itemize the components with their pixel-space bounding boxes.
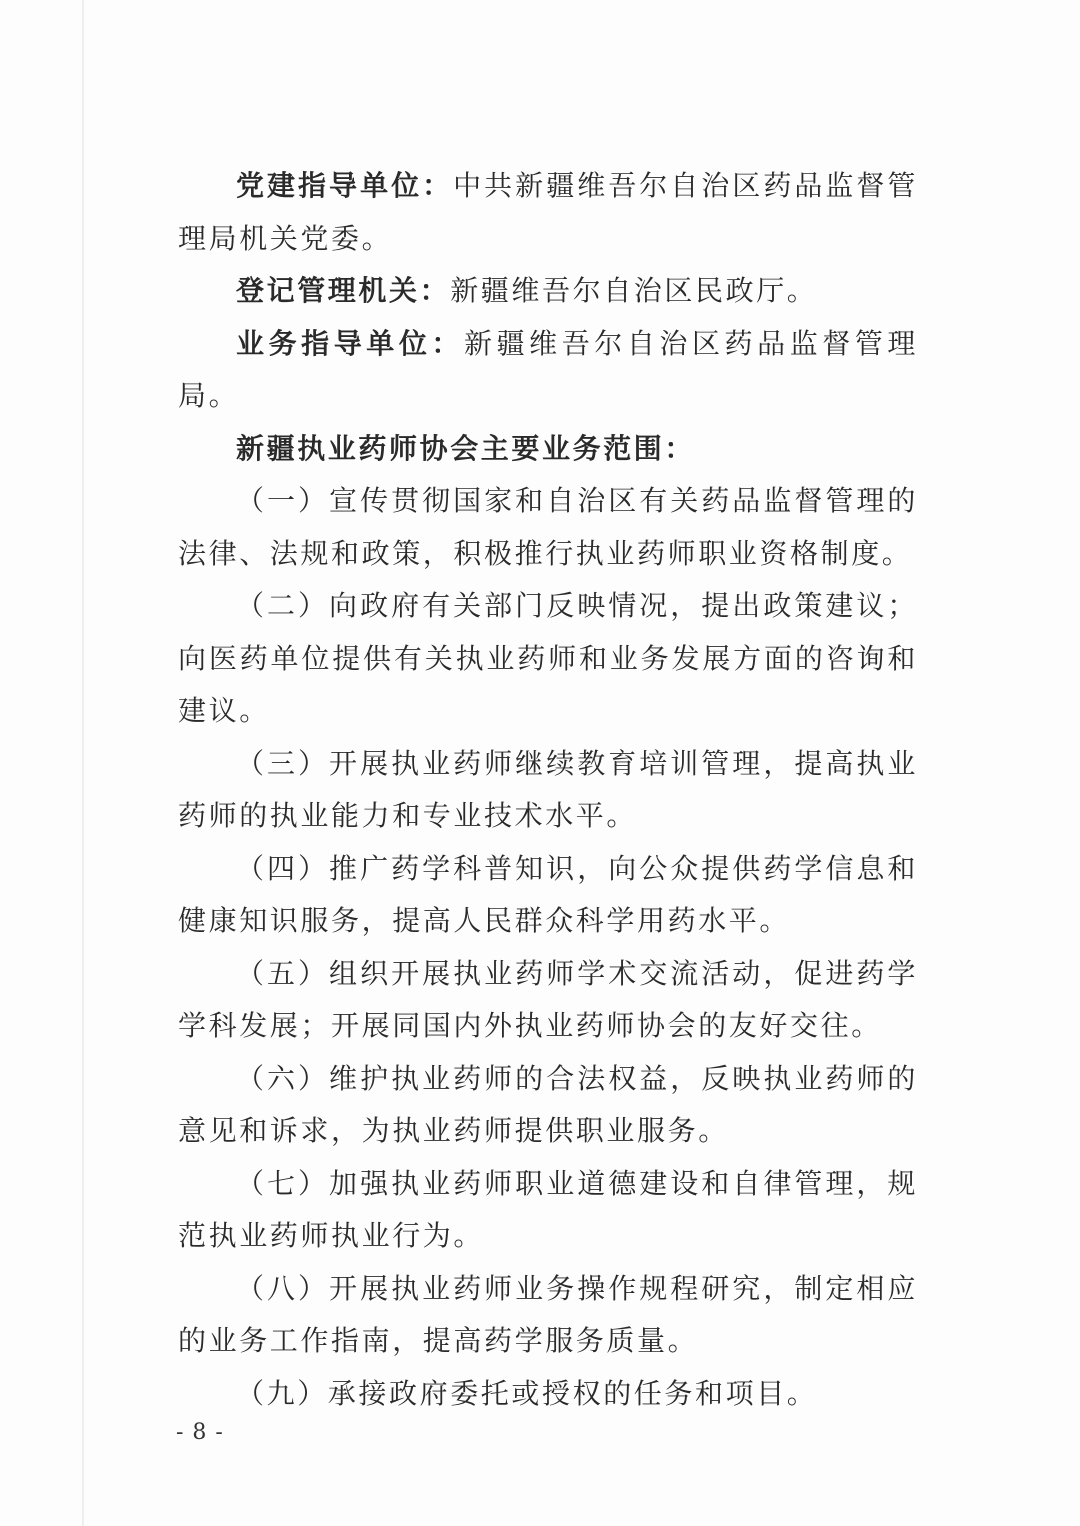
party-guidance-label: 党建指导单位： [236,169,454,202]
scan-margin-line [82,0,84,1526]
scope-item-8: （八）开展执业药师业务操作规程研究，制定相应的业务工作指南，提高药学服务质量。 [178,1271,918,1357]
scope-item-9: （九）承接政府委托或授权的任务和项目。 [236,1376,818,1410]
scope-item-1: （一）宣传贯彻国家和自治区有关药品监督管理的法律、法规和政策，积极推行执业药师职业资格制度。 [178,484,918,570]
business-guidance-label: 业务指导单位： [236,326,464,360]
document-body [178,160,918,1420]
scope-heading: 新疆执业药师协会主要业务范围： [236,431,696,465]
registration-authority-label: 登记管理机关： [236,274,451,307]
scope-item-5: （五）组织开展执业药师学术交流活动，促进药学学科发展；开展同国内外执业药师协会的友好交往。 [178,956,918,1042]
scope-item-7: （七）加强执业药师职业道德建设和自律管理，规范执业药师执业行为。 [178,1166,918,1252]
party-guidance-unit [178,160,918,265]
business-guidance-text: 新疆维吾尔自治区药品监督管理局。 [178,326,919,412]
party-guidance-text: 中共新疆维吾尔自治区药品监督管理局机关党委。 [178,169,918,255]
business-guidance-unit [178,318,918,423]
page-number: - 8 - [176,1420,224,1445]
registration-authority [178,265,918,318]
registration-authority-text: 新疆维吾尔自治区民政厅。 [450,274,818,307]
scope-item-4: （四）推广药学科普知识，向公众提供药学信息和健康知识服务，提高人民群众科学用药水平。 [178,851,918,937]
scope-item-6: （六）维护执业药师的合法权益，反映执业药师的意见和诉求，为执业药师提供职业服务。 [178,1061,918,1147]
scope-item-2: （二）向政府有关部门反映情况，提出政策建议；向医药单位提供有关执业药师和业务发展方面的咨询和建议。 [178,589,918,727]
scope-item-3: （三）开展执业药师继续教育培训管理，提高执业药师的执业能力和专业技术水平。 [178,746,918,832]
